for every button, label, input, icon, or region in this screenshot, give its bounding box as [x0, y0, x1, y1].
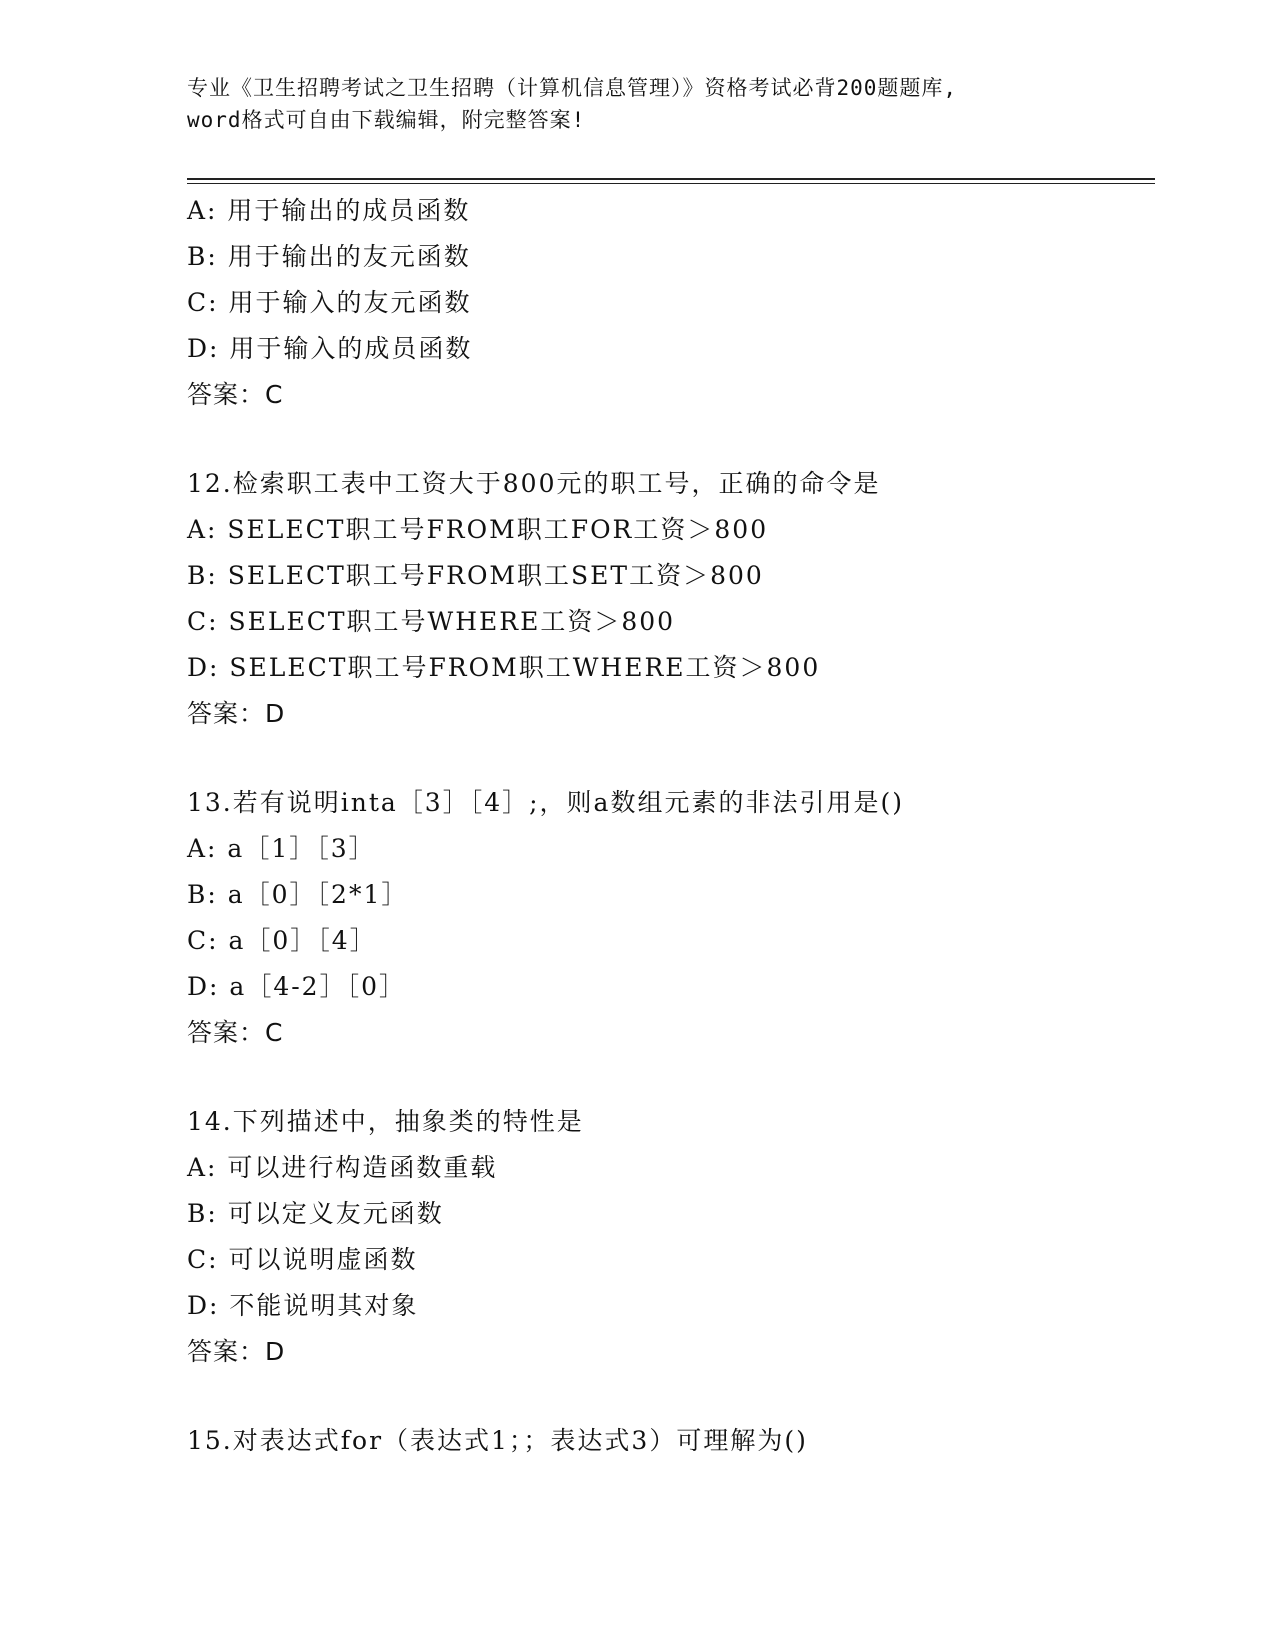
- header-divider-thick: [187, 178, 1155, 180]
- option-a: A: 可以进行构造函数重载: [187, 1153, 498, 1182]
- option-d: D: 不能说明其对象: [187, 1291, 419, 1320]
- option-a: A: a［1］［3］: [187, 834, 376, 863]
- question-13: [187, 780, 1155, 1056]
- option-b: B: 可以定义友元函数: [187, 1199, 444, 1228]
- option-d: D: SELECT职工号FROM职工WHERE工资＞800: [187, 653, 821, 682]
- option-a: A: SELECT职工号FROM职工FOR工资＞800: [187, 515, 769, 544]
- header-line-1: 专业《卫生招聘考试之卫生招聘（计算机信息管理）》资格考试必背200题题库,: [187, 76, 958, 100]
- answer: 答案：C: [187, 380, 284, 409]
- option-c: C: a［0］［4］: [187, 926, 377, 955]
- option-b: B: a［0］［2*1］: [187, 880, 409, 909]
- question-list: [187, 188, 1155, 1464]
- header-line-2: word格式可自由下载编辑，附完整答案!: [187, 108, 586, 132]
- answer: 答案：D: [187, 1337, 286, 1366]
- option-b: B: 用于输出的友元函数: [187, 242, 471, 271]
- question-text: 14.下列描述中，抽象类的特性是: [187, 1107, 584, 1136]
- question-text: 15.对表达式for（表达式1；；表达式3）可理解为(): [187, 1426, 808, 1455]
- option-d: D: a［4-2］［0］: [187, 972, 406, 1001]
- option-b: B: SELECT职工号FROM职工SET工资＞800: [187, 561, 764, 590]
- question-text: 12.检索职工表中工资大于800元的职工号，正确的命令是: [187, 469, 881, 498]
- answer: 答案：D: [187, 699, 286, 728]
- question-12: [187, 461, 1155, 737]
- question-11: [187, 188, 1155, 418]
- option-c: C: 用于输入的友元函数: [187, 288, 472, 317]
- option-c: C: SELECT职工号WHERE工资＞800: [187, 607, 676, 636]
- question-14: [187, 1099, 1155, 1375]
- option-d: D: 用于输入的成员函数: [187, 334, 473, 363]
- question-15: [187, 1418, 1155, 1464]
- document-header: [187, 72, 1147, 136]
- option-c: C: 可以说明虚函数: [187, 1245, 418, 1274]
- option-a: A: 用于输出的成员函数: [187, 196, 471, 225]
- question-text: 13.若有说明inta［3］［4］;，则a数组元素的非法引用是(): [187, 788, 904, 817]
- answer: 答案：C: [187, 1018, 284, 1047]
- header-divider-thin: [187, 183, 1155, 184]
